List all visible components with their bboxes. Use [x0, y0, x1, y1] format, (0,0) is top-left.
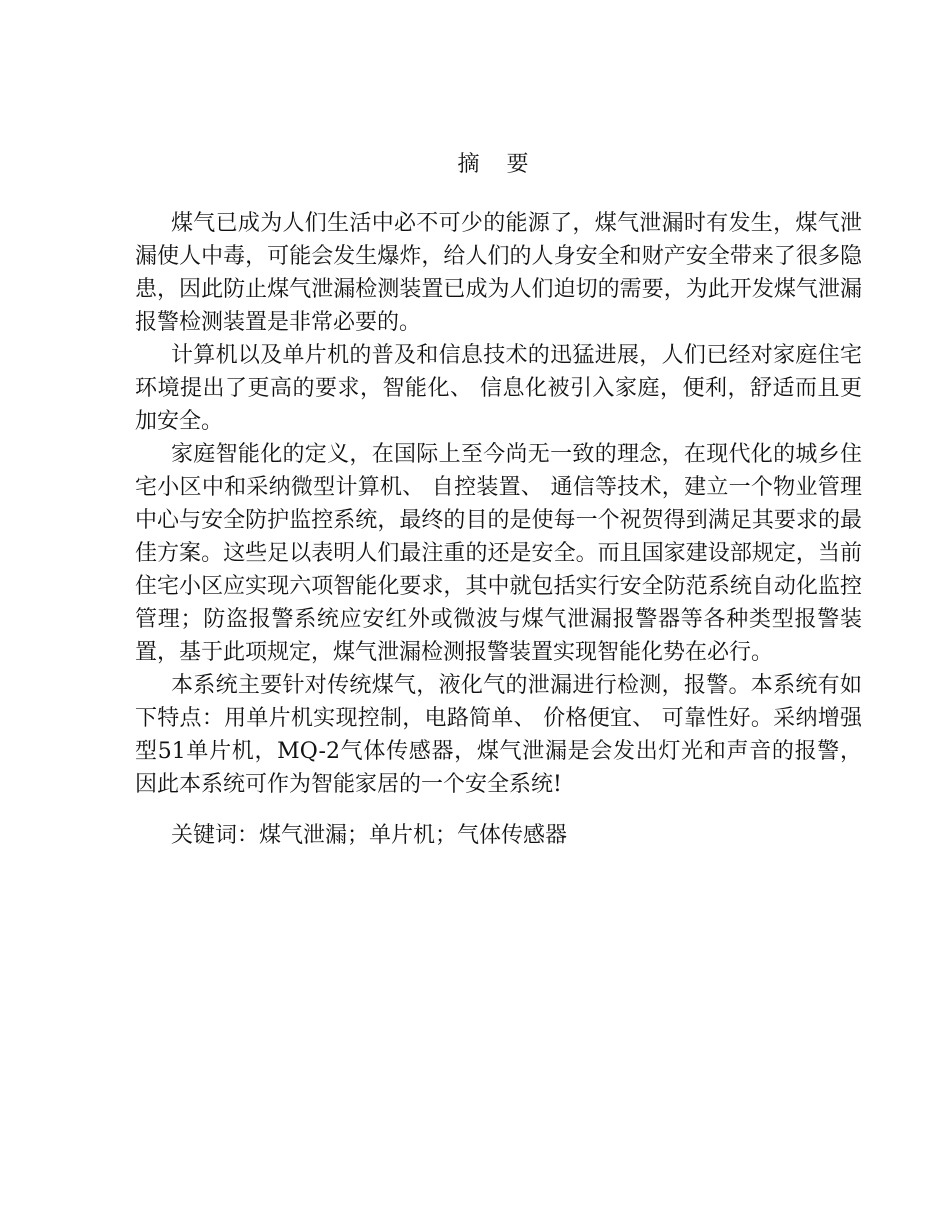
abstract-paragraph-4: 本系统主要针对传统煤气，液化气的泄漏进行检测，报警。本系统有如下特点：用单片机实现控制，电路简单、 价格便宜、 可靠性好。采纳增强型51单片机，MQ-2气体传感器，煤气泄漏是会发出灯光和声音的报警，因此本系统可作为智能家居的一个安全系统!	[135, 673, 862, 797]
abstract-paragraph-3: 家庭智能化的定义，在国际上至今尚无一致的理念，在现代化的城乡住宅小区中和采纳微型计算机、 自控装置、 通信等技术，建立一个物业管理中心与安全防护监控系统，最终的目的是使每一个祝贺得到满足其要求的最佳方案。这些足以表明人们最注重的还是安全。而且国家建设部规定，当前住宅小区应实现六项智能化要求，其中就包括实行安全防范系统自动化监控管理；防盗报警系统应安红外或微波与煤气泄漏报警器等各种类型报警装置，基于此项规定，煤气泄漏检测报警装置实现智能化势在必行。	[135, 442, 862, 665]
abstract-paragraph-1: 煤气已成为人们生活中必不可少的能源了，煤气泄漏时有发生，煤气泄漏使人中毒，可能会发生爆炸，给人们的人身安全和财产安全带来了很多隐患，因此防止煤气泄漏检测装置已成为人们迫切的需要，为此开发煤气泄漏报警检测装置是非常必要的。	[135, 211, 862, 335]
abstract-title: 摘 要	[457, 152, 539, 177]
keywords-line: 关键词：煤气泄漏；单片机；气体传感器	[171, 823, 568, 848]
abstract-body	[135, 207, 862, 852]
abstract-paragraph-2: 计算机以及单片机的普及和信息技术的迅猛进展，人们已经对家庭住宅环境提出了更高的要求，智能化、 信息化被引入家庭，便利，舒适而且更加安全。	[135, 343, 862, 434]
